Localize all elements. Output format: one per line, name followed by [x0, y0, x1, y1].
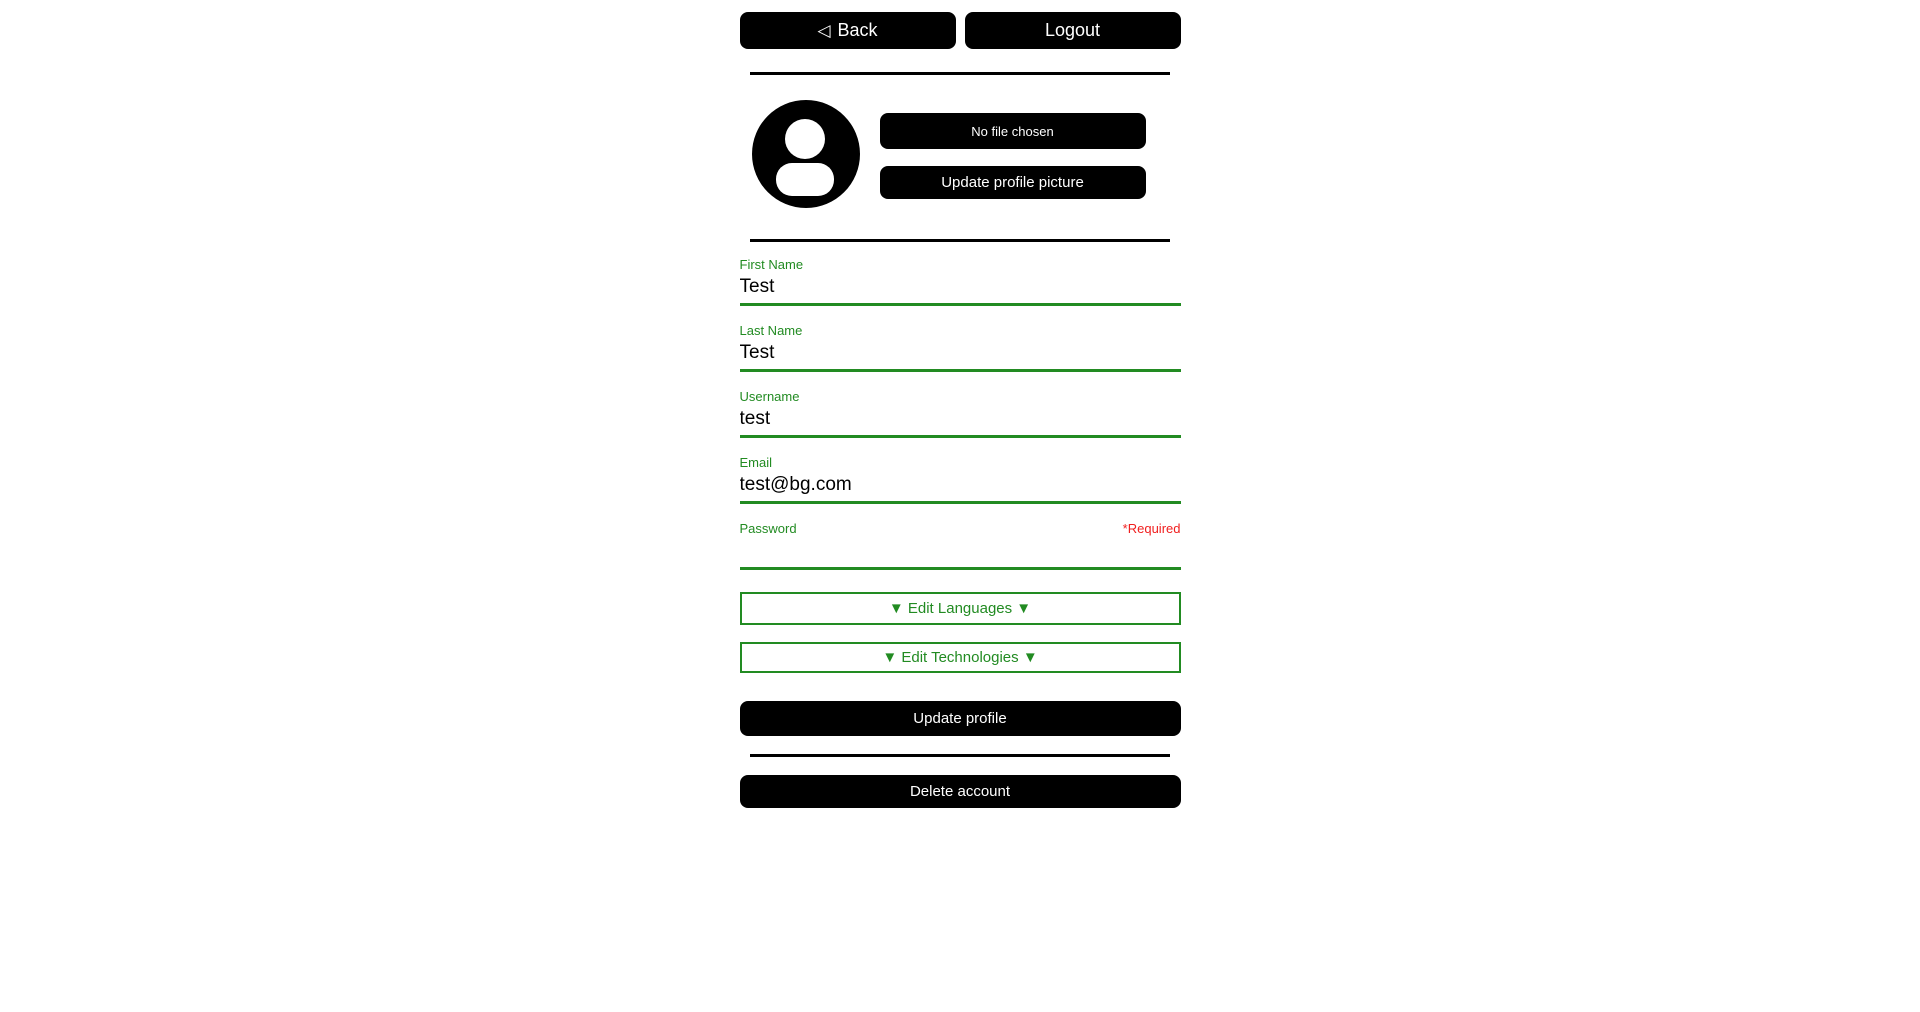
- file-input-label: No file chosen: [971, 123, 1054, 139]
- last-name-label: Last Name: [739, 323, 803, 338]
- divider: [750, 72, 1170, 75]
- back-arrow-icon: ◁: [817, 21, 831, 40]
- picture-section: [740, 100, 1181, 208]
- logout-button-label: Logout: [1044, 20, 1101, 40]
- update-picture-button-label: Update profile picture: [941, 174, 1084, 191]
- delete-account-button[interactable]: Delete account: [740, 775, 1181, 808]
- logout-button[interactable]: [965, 12, 1181, 49]
- password-label: Password: [739, 521, 797, 536]
- username-field-group: [740, 389, 1181, 438]
- first-name-field-group: [740, 257, 1181, 306]
- last-name-input[interactable]: [740, 339, 1181, 367]
- password-input[interactable]: [740, 537, 1181, 565]
- header-row: [740, 12, 1181, 49]
- profile-container: [740, 0, 1181, 808]
- profile-picture-file-input[interactable]: [880, 113, 1146, 149]
- edit-languages-button[interactable]: ▼ Edit Languages ▼: [740, 592, 1181, 625]
- email-label: Email: [739, 455, 773, 470]
- back-button[interactable]: [740, 12, 956, 49]
- email-field-group: [740, 455, 1181, 504]
- divider: [750, 239, 1170, 242]
- profile-form: [740, 257, 1181, 736]
- password-field-group: [740, 521, 1181, 570]
- first-name-input[interactable]: [740, 273, 1181, 301]
- username-label: Username: [739, 389, 800, 404]
- first-name-label: First Name: [739, 257, 804, 272]
- last-name-field-group: [740, 323, 1181, 372]
- divider: [750, 754, 1170, 757]
- avatar: [752, 100, 860, 208]
- update-profile-button[interactable]: Update profile: [740, 701, 1181, 736]
- username-input[interactable]: [740, 405, 1181, 433]
- password-required-note: *Required: [1122, 521, 1181, 536]
- back-button-label: Back: [837, 20, 878, 40]
- picture-buttons-column: [880, 100, 1146, 208]
- update-profile-picture-button[interactable]: [880, 166, 1146, 199]
- edit-technologies-button[interactable]: ▼ Edit Technologies ▼: [740, 642, 1181, 673]
- person-avatar-icon: [752, 100, 860, 208]
- email-input[interactable]: [740, 471, 1181, 499]
